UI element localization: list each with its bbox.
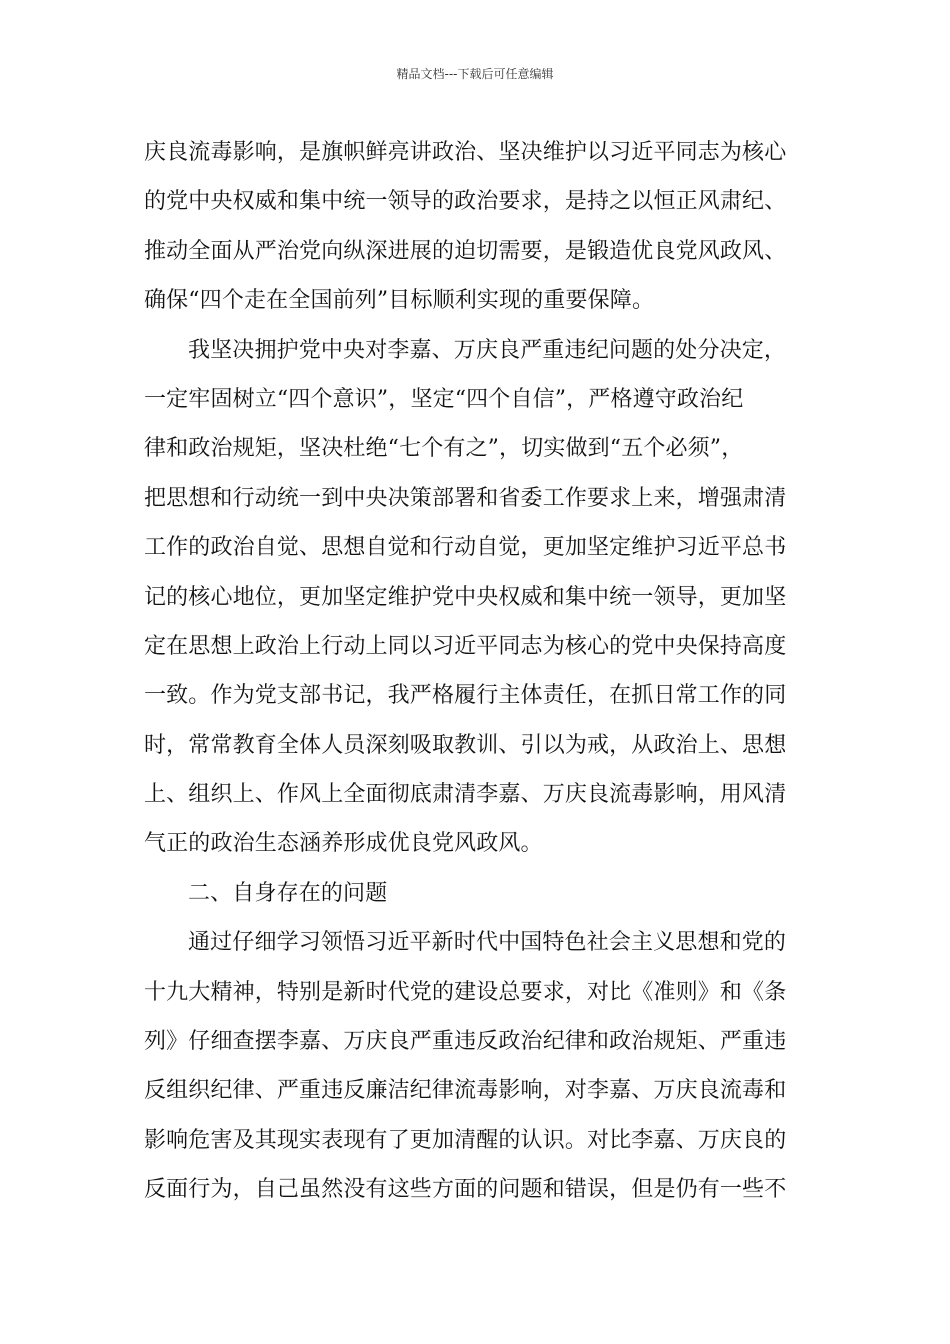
text-line: 反面行为，自己虽然没有这些方面的问题和错误，但是仍有一些不	[144, 1177, 787, 1203]
text-line: 列》仔细查摆李嘉、万庆良严重违反政治纪律和政治规矩、严重违	[144, 1029, 787, 1055]
text-line: 一定牢固树立“四个意识”，坚定“四个自信”，严格遵守政治纪	[144, 386, 744, 412]
text-line: 确保“四个走在全国前列”目标顺利实现的重要保障。	[144, 288, 655, 314]
text-line: 反组织纪律、严重违反廉洁纪律流毒影响，对李嘉、万庆良流毒和	[144, 1078, 787, 1104]
text-line: 时，常常教育全体人员深刻吸取教训、引以为戒，从政治上、思想	[144, 732, 787, 758]
text-line: 工作的政治自觉、思想自觉和行动自觉，更加坚定维护习近平总书	[144, 535, 787, 561]
text-line: 律和政治规矩，坚决杜绝“七个有之”，切实做到“五个必须”，	[144, 436, 744, 462]
text-line: 记的核心地位，更加坚定维护党中央权威和集中统一领导，更加坚	[144, 584, 787, 610]
text-line: 一致。作为党支部书记，我严格履行主体责任，在抓日常工作的同	[144, 683, 787, 709]
text-line: 影响危害及其现实表现有了更加清醒的认识。对比李嘉、万庆良的	[144, 1127, 787, 1153]
document-body	[144, 128, 808, 1215]
section-heading: 二、自身存在的问题	[188, 880, 388, 906]
paragraph-start-line: 通过仔细学习领悟习近平新时代中国特色社会主义思想和党的	[188, 930, 787, 956]
text-line: 推动全面从严治党向纵深进展的迫切需要，是锻造优良党风政风、	[144, 238, 787, 264]
text-line: 气正的政治生态涵养形成优良党风政风。	[144, 831, 543, 857]
text-line: 定在思想上政治上行动上同以习近平同志为核心的党中央保持高度	[144, 633, 787, 659]
text-line: 十九大精神，特别是新时代党的建设总要求，对比《准则》和《条	[144, 979, 787, 1005]
text-line: 庆良流毒影响，是旗帜鲜亮讲政治、坚决维护以习近平同志为核心	[144, 140, 787, 165]
page-header: 精品文档---下载后可任意编辑	[396, 67, 554, 81]
paragraph-start-line: 我坚决拥护党中央对李嘉、万庆良严重违纪问题的处分决定，	[188, 337, 787, 363]
text-line: 上、组织上、作风上全面彻底肃清李嘉、万庆良流毒影响，用风清	[144, 782, 787, 808]
text-line: 把思想和行动统一到中央决策部署和省委工作要求上来，增强肃清	[144, 485, 787, 511]
text-line: 的党中央权威和集中统一领导的政治要求，是持之以恒正风肃纪、	[144, 189, 787, 215]
